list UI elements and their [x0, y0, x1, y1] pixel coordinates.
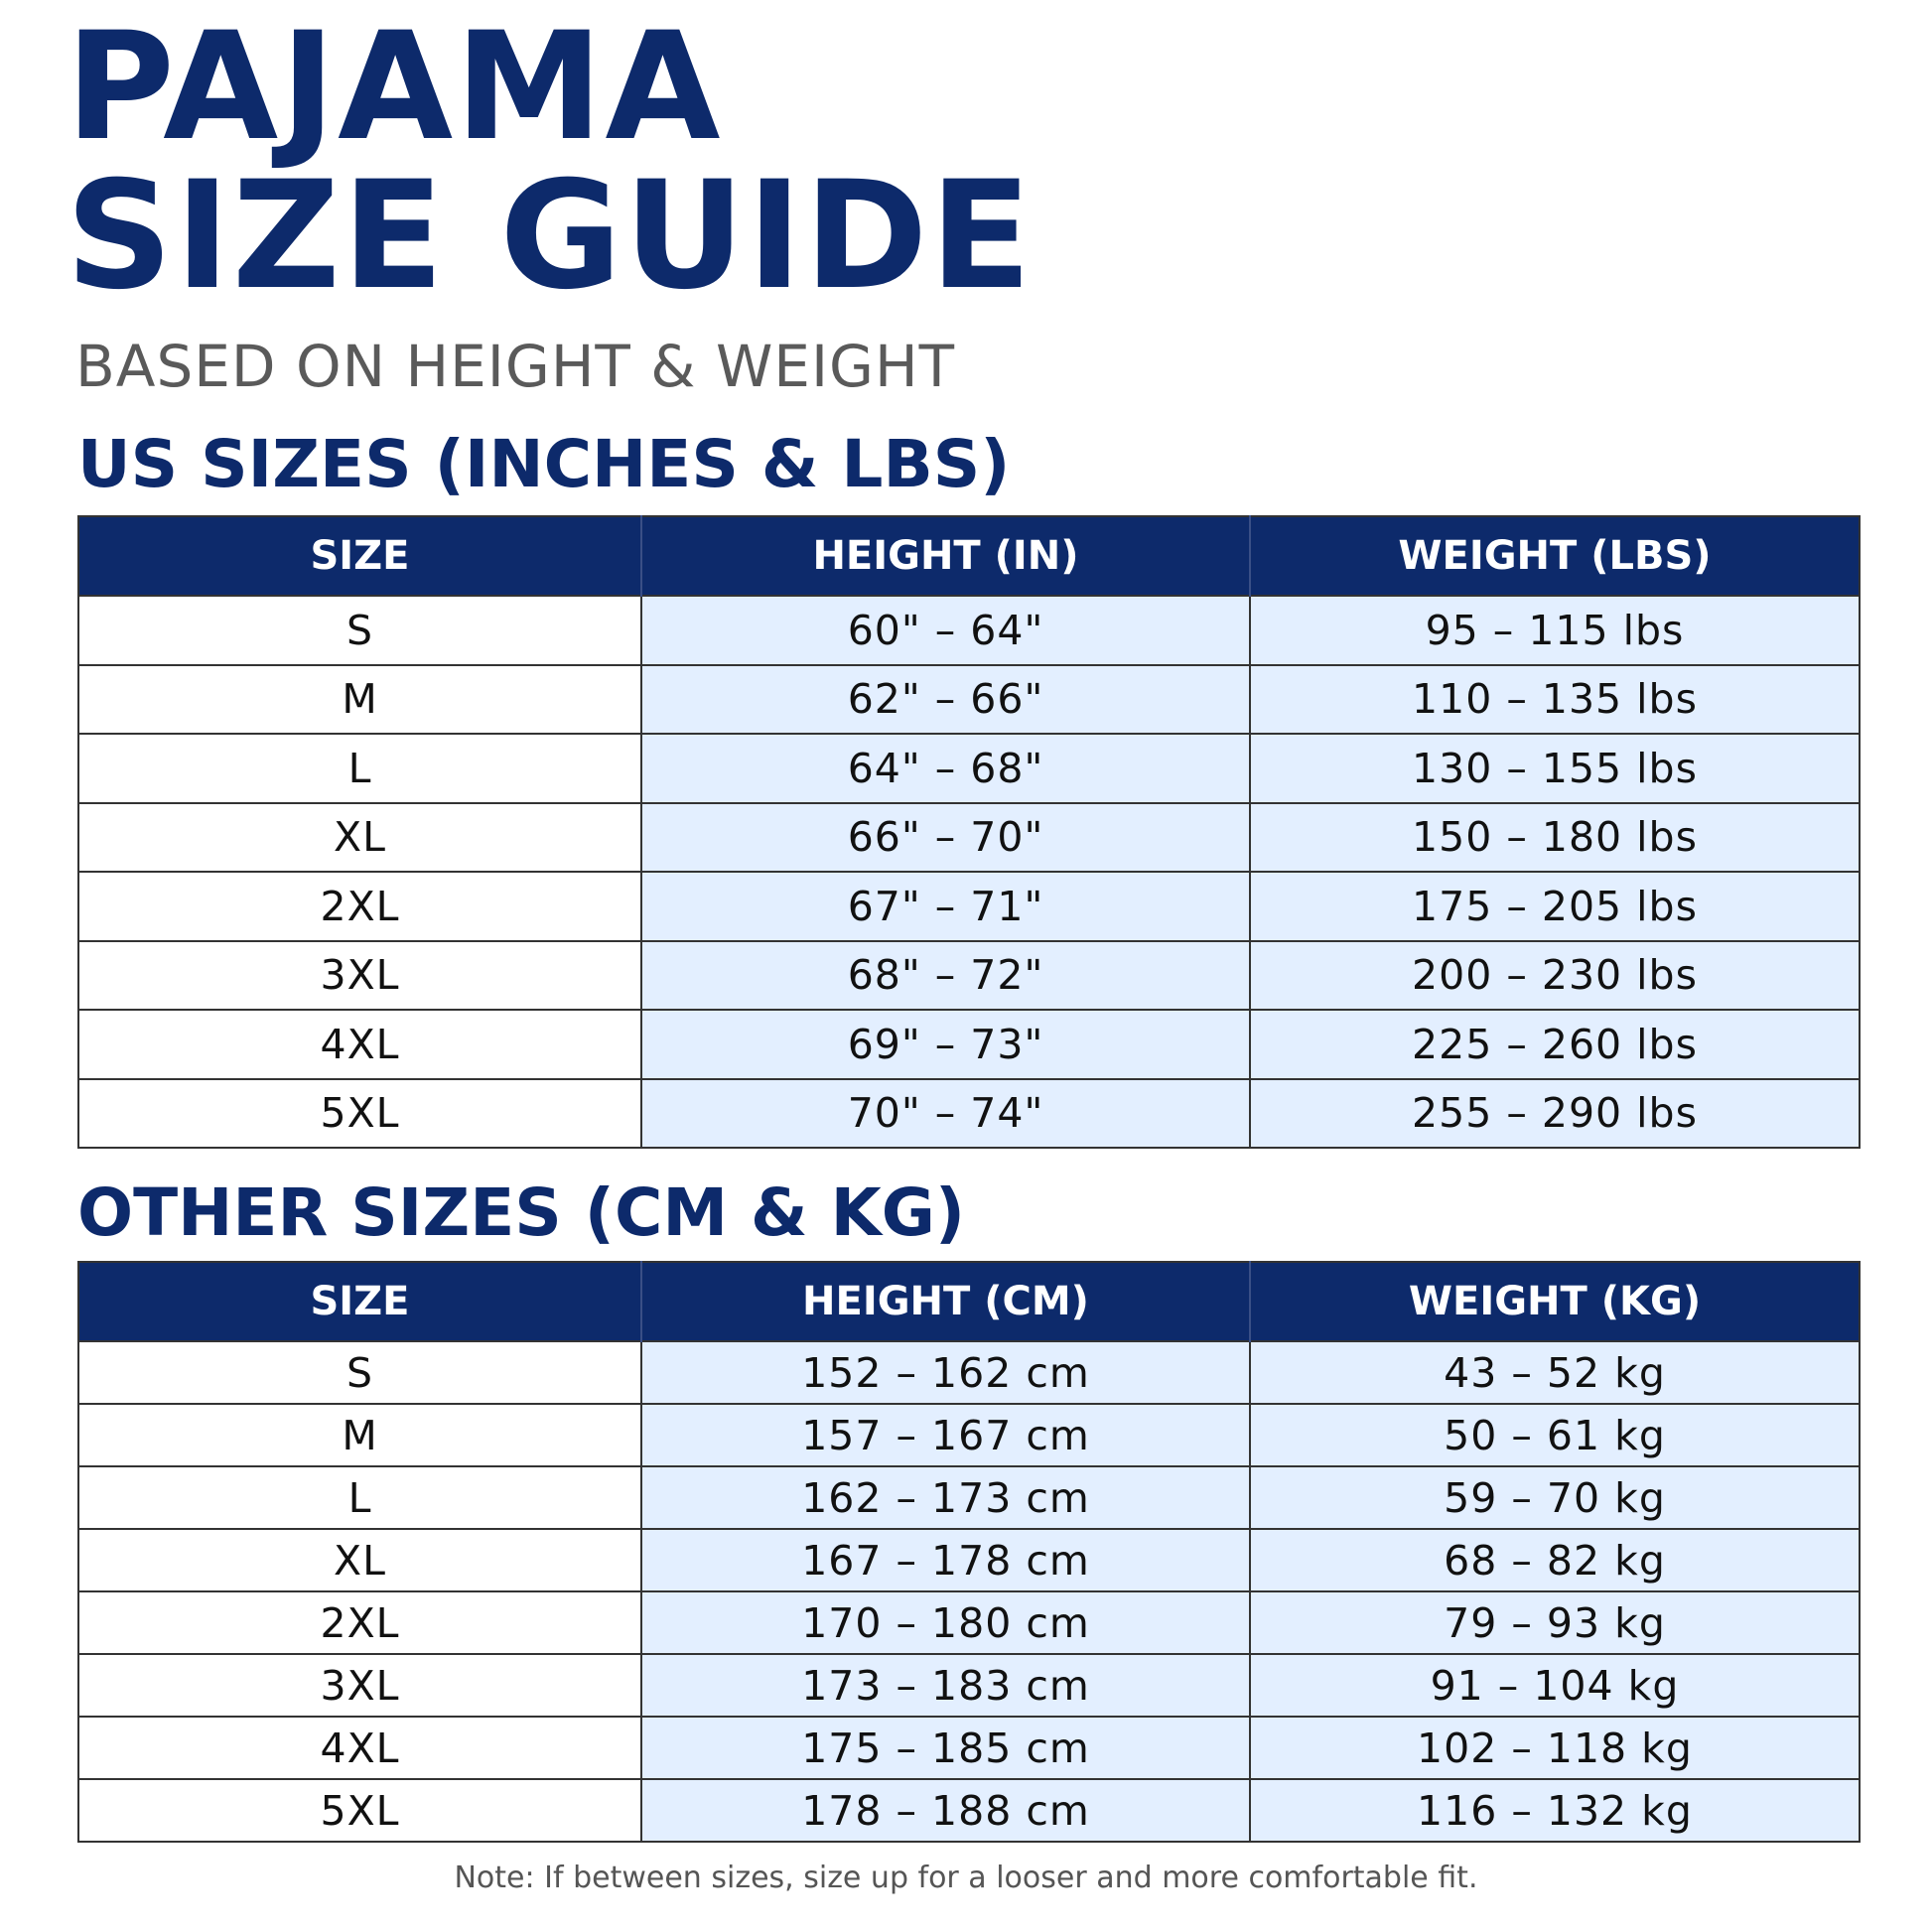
title-line-2: SIZE GUIDE	[66, 150, 1035, 323]
weight-cell: 255 – 290 lbs	[1250, 1079, 1860, 1149]
column-header-weight: WEIGHT (KG)	[1250, 1262, 1860, 1341]
height-cell: 66" – 70"	[641, 803, 1250, 873]
column-header-size: SIZE	[78, 1262, 641, 1341]
title-line-1: PAJAMA	[66, 1, 723, 174]
size-cell: L	[78, 1466, 641, 1529]
weight-cell: 150 – 180 lbs	[1250, 803, 1860, 873]
table-row	[78, 941, 1860, 1011]
size-cell: M	[78, 1404, 641, 1466]
height-cell: 64" – 68"	[641, 734, 1250, 803]
us-sizes-table	[77, 515, 1861, 1149]
size-cell: 3XL	[78, 941, 641, 1011]
size-cell: 5XL	[78, 1779, 641, 1842]
table-row	[78, 1529, 1860, 1591]
weight-cell: 116 – 132 kg	[1250, 1779, 1860, 1842]
height-cell: 173 – 183 cm	[641, 1654, 1250, 1717]
size-cell: XL	[78, 803, 641, 873]
weight-cell: 102 – 118 kg	[1250, 1717, 1860, 1779]
weight-cell: 68 – 82 kg	[1250, 1529, 1860, 1591]
size-cell: 5XL	[78, 1079, 641, 1149]
weight-cell: 200 – 230 lbs	[1250, 941, 1860, 1011]
height-cell: 162 – 173 cm	[641, 1466, 1250, 1529]
size-cell: S	[78, 1341, 641, 1404]
table-row	[78, 1466, 1860, 1529]
height-cell: 60" – 64"	[641, 596, 1250, 665]
table-row	[78, 665, 1860, 735]
footnote: Note: If between sizes, size up for a looser and more comfortable fit.	[454, 1861, 1478, 1895]
height-cell: 70" – 74"	[641, 1079, 1250, 1149]
height-cell: 67" – 71"	[641, 872, 1250, 941]
size-cell: 2XL	[78, 1591, 641, 1654]
column-header-size: SIZE	[78, 516, 641, 596]
weight-cell: 59 – 70 kg	[1250, 1466, 1860, 1529]
size-cell: 4XL	[78, 1717, 641, 1779]
other-sizes-table	[77, 1261, 1861, 1843]
weight-cell: 50 – 61 kg	[1250, 1404, 1860, 1466]
size-cell: XL	[78, 1529, 641, 1591]
table-row	[78, 1404, 1860, 1466]
weight-cell: 110 – 135 lbs	[1250, 665, 1860, 735]
table-row	[78, 803, 1860, 873]
weight-cell: 91 – 104 kg	[1250, 1654, 1860, 1717]
height-cell: 178 – 188 cm	[641, 1779, 1250, 1842]
table-row	[78, 1654, 1860, 1717]
column-header-weight: WEIGHT (LBS)	[1250, 516, 1860, 596]
size-cell: S	[78, 596, 641, 665]
size-cell: 2XL	[78, 872, 641, 941]
table-row	[78, 872, 1860, 941]
table-row	[78, 1591, 1860, 1654]
us-sizes-heading: US SIZES (INCHES & LBS)	[77, 426, 1011, 502]
weight-cell: 130 – 155 lbs	[1250, 734, 1860, 803]
size-cell: 3XL	[78, 1654, 641, 1717]
height-cell: 175 – 185 cm	[641, 1717, 1250, 1779]
table-row	[78, 1341, 1860, 1404]
size-cell: 4XL	[78, 1010, 641, 1079]
weight-cell: 43 – 52 kg	[1250, 1341, 1860, 1404]
height-cell: 152 – 162 cm	[641, 1341, 1250, 1404]
table-row	[78, 1079, 1860, 1149]
table-row	[78, 1779, 1860, 1842]
subtitle: BASED ON HEIGHT & WEIGHT	[75, 333, 956, 400]
weight-cell: 175 – 205 lbs	[1250, 872, 1860, 941]
size-cell: L	[78, 734, 641, 803]
table-row	[78, 596, 1860, 665]
height-cell: 167 – 178 cm	[641, 1529, 1250, 1591]
weight-cell: 95 – 115 lbs	[1250, 596, 1860, 665]
table-row	[78, 1717, 1860, 1779]
size-cell: M	[78, 665, 641, 735]
table-row	[78, 1010, 1860, 1079]
table-header-row	[78, 516, 1860, 596]
column-header-height: HEIGHT (CM)	[641, 1262, 1250, 1341]
height-cell: 69" – 73"	[641, 1010, 1250, 1079]
height-cell: 170 – 180 cm	[641, 1591, 1250, 1654]
column-header-height: HEIGHT (IN)	[641, 516, 1250, 596]
height-cell: 68" – 72"	[641, 941, 1250, 1011]
table-header-row	[78, 1262, 1860, 1341]
weight-cell: 79 – 93 kg	[1250, 1591, 1860, 1654]
height-cell: 62" – 66"	[641, 665, 1250, 735]
height-cell: 157 – 167 cm	[641, 1404, 1250, 1466]
other-sizes-heading: OTHER SIZES (CM & KG)	[77, 1174, 966, 1251]
table-row	[78, 734, 1860, 803]
weight-cell: 225 – 260 lbs	[1250, 1010, 1860, 1079]
